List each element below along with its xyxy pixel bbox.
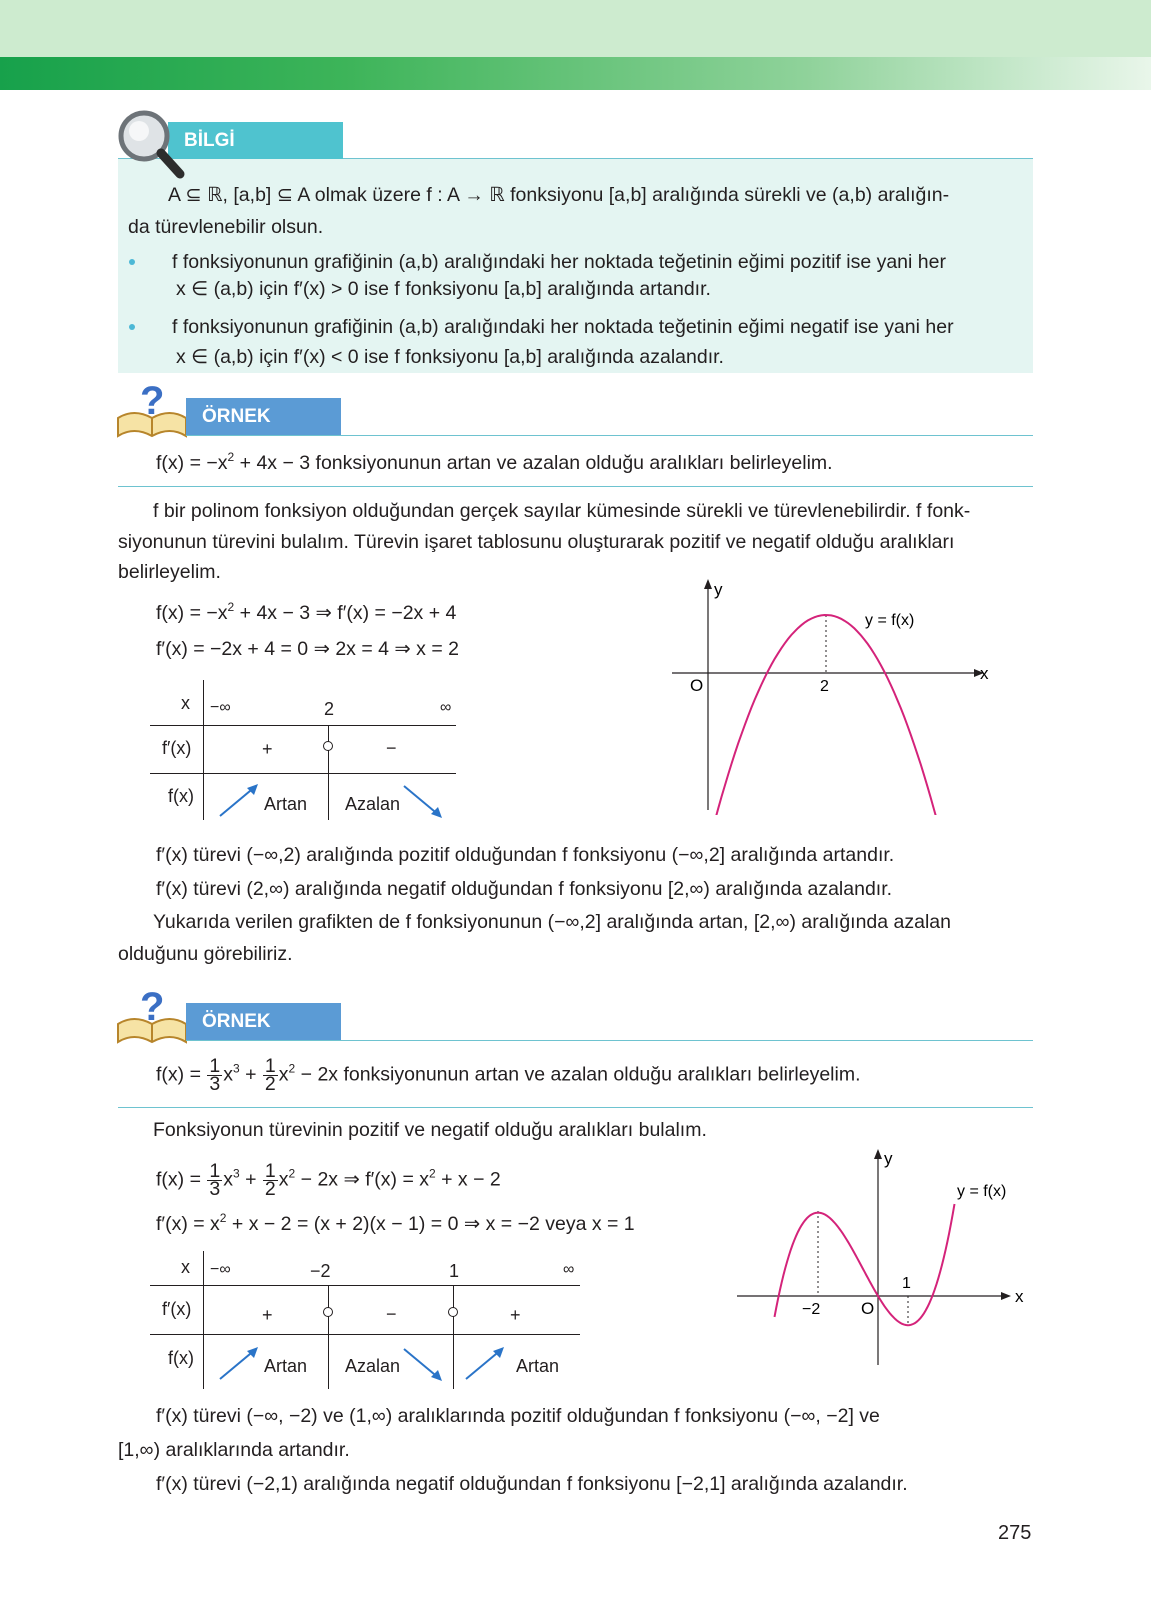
- ornek1-para-line1: f bir polinom fonksiyon olduğundan gerçek sayılar kümesinde sürekli ve türevlenebilirdir. f fonk-: [153, 500, 971, 522]
- graph-2-tick-pos: 1: [902, 1275, 911, 1292]
- trend-azalan: Azalan: [345, 794, 401, 814]
- ornek1-para-line2: siyonunun türevini bulalım. Türevin işaret tablosunu oluşturarak pozitif ve negatif olduğu aralıkları: [118, 531, 955, 553]
- svg-text:?: ?: [140, 379, 165, 423]
- ornek2-conclusion-line2: [1,∞) aralıklarında artandır.: [118, 1439, 350, 1461]
- bilgi-bullet1-line1: f fonksiyonunun grafiğinin (a,b) aralığındaki her noktada teğetinin eğimi pozitif ise yani her: [172, 251, 946, 273]
- graph-2-origin: O: [861, 1299, 875, 1318]
- up-arrow-icon: [462, 1343, 508, 1383]
- ornek1-question: $f(x) = -x^2 + 4x - 3$ fonksiyonunun artan ve azalan olduğu aralıkları belirleyelim.: [156, 450, 833, 474]
- ornek1-conclusion-line2: f′(x) türevi (2,∞) aralığında negatif olduğundan f fonksiyonu [2,∞) aralığında azalandır.: [156, 878, 893, 900]
- graph-2-y-label: y: [884, 1149, 893, 1168]
- book-question-icon: [114, 984, 190, 1048]
- graph-2-x-label: x: [1015, 1287, 1024, 1306]
- ornek2-eq2: $f'(x) = x^2 + x - 2 = (x + 2)(x - 1) = 0$ ⇒ x = −2 veya x = 1: [156, 1211, 635, 1235]
- graph-1-curve: [679, 615, 945, 815]
- graph-1-tick: 2: [820, 678, 829, 695]
- ornek1-conclusion-line3: Yukarıda verilen grafikten de f fonksiyonunun (−∞,2] aralığında artan, [2,∞) aralığında azalan: [153, 911, 951, 933]
- graph-1-x-label: x: [980, 664, 989, 683]
- svg-text:?: ?: [140, 985, 165, 1029]
- header-band: [0, 0, 1151, 57]
- down-arrow-icon: [400, 1343, 446, 1383]
- ornek1-top-rule: [186, 435, 1033, 436]
- graph-2: [735, 1145, 1035, 1370]
- graph-1-origin: O: [690, 676, 704, 695]
- bullet-icon: [129, 259, 135, 265]
- ornek2-conclusion-line3: f′(x) türevi (−2,1) aralığında negatif olduğundan f fonksiyonu [−2,1] aralığında azalandır.: [156, 1473, 908, 1495]
- down-arrow-icon: [400, 780, 446, 820]
- ornek1-para-line3: belirleyelim.: [118, 561, 221, 583]
- ornek1-conclusion-line1: f′(x) türevi (−∞,2) aralığında pozitif olduğundan f fonksiyonu (−∞,2] aralığında artandır.: [156, 844, 895, 866]
- book-question-icon: [114, 378, 190, 442]
- zero-marker: [448, 1307, 458, 1317]
- up-arrow-icon: [216, 780, 262, 820]
- bilgi-intro-line2: da türevlenebilir olsun.: [128, 216, 324, 238]
- bullet-icon: [129, 324, 135, 330]
- bilgi-label: BİLGİ: [168, 122, 343, 159]
- ornek1-eq1: $f(x) = -x^2 + 4x - 3$ ⇒ f′(x) = −2x + 4: [156, 600, 457, 624]
- graph-2-curve-label: y = f(x): [957, 1183, 1007, 1200]
- trend-azalan: Azalan: [345, 1356, 401, 1376]
- graph-1-y-label: y: [714, 580, 723, 599]
- trend-artan: Artan: [264, 794, 308, 814]
- trend-artan: Artan: [264, 1356, 308, 1376]
- graph-2-tick-neg: −2: [802, 1301, 821, 1318]
- ornek2-conclusion-line1: f′(x) türevi (−∞, −2) ve (1,∞) aralıklarında pozitif olduğundan f fonksiyonu (−∞, −2] ve: [156, 1405, 880, 1427]
- trend-artan: Artan: [516, 1356, 560, 1376]
- magnifier-icon: [112, 104, 192, 184]
- ornek2-eq1: f(x) = $\frac{1}{3}$ $x^3$ + $\frac{1}{2}$ $x^2 - 2x$ ⇒ $f'(x) = x^2 + x - 2$: [156, 1160, 501, 1200]
- zero-marker: [323, 741, 333, 751]
- bilgi-bullet2-line1: f fonksiyonunun grafiğinin (a,b) aralığındaki her noktada teğetinin eğimi negatif ise yani her: [172, 316, 954, 338]
- bilgi-intro-line1: A ⊆ ℝ, [a,b] ⊆ A olmak üzere f : A → ℝ fonksiyonu [a,b] aralığında sürekli ve (a,b) aralığın-: [168, 184, 950, 206]
- ornek1-label: ÖRNEK: [186, 398, 341, 435]
- ornek1-eq2: f′(x) = −2x + 4 = 0 ⇒ 2x = 4 ⇒ x = 2: [156, 638, 459, 660]
- header-stripe: [0, 57, 1151, 90]
- sign-table-2: x f′(x) f(x) −∞ −2 1 ∞ + − + Artan Azalan Artan: [150, 1251, 585, 1389]
- ornek1-conclusion-line4: olduğunu görebiliriz.: [118, 943, 293, 965]
- ornek2-para-line1: Fonksiyonun türevinin pozitif ve negatif olduğu aralıkları bulalım.: [153, 1119, 707, 1141]
- ornek2-question: f(x) = $\frac{1}{3}$ $x^3$ + $\frac{1}{2}$ $x^2 - 2x$ fonksiyonunun artan ve azalan olduğu aralıkları belirleyelim.: [156, 1055, 861, 1095]
- ornek2-top-rule: [186, 1040, 1033, 1041]
- up-arrow-icon: [216, 1343, 262, 1383]
- ornek2-bottom-rule: [118, 1107, 1033, 1108]
- bilgi-bullet2-line2: x ∈ (a,b) için f′(x) < 0 ise f fonksiyonu [a,b] aralığında azalandır.: [176, 346, 724, 368]
- graph-1-curve-label: y = f(x): [865, 612, 915, 629]
- ornek1-bottom-rule: [118, 486, 1033, 487]
- page-number: 275: [998, 1522, 1032, 1544]
- ornek2-label: ÖRNEK: [186, 1003, 341, 1040]
- zero-marker: [323, 1307, 333, 1317]
- graph-1: [660, 575, 1005, 815]
- bilgi-bullet1-line2: x ∈ (a,b) için f′(x) > 0 ise f fonksiyonu [a,b] aralığında artandır.: [176, 278, 711, 300]
- sign-table-1: x f′(x) f(x) −∞ 2 ∞ + − Artan Azalan: [150, 680, 460, 820]
